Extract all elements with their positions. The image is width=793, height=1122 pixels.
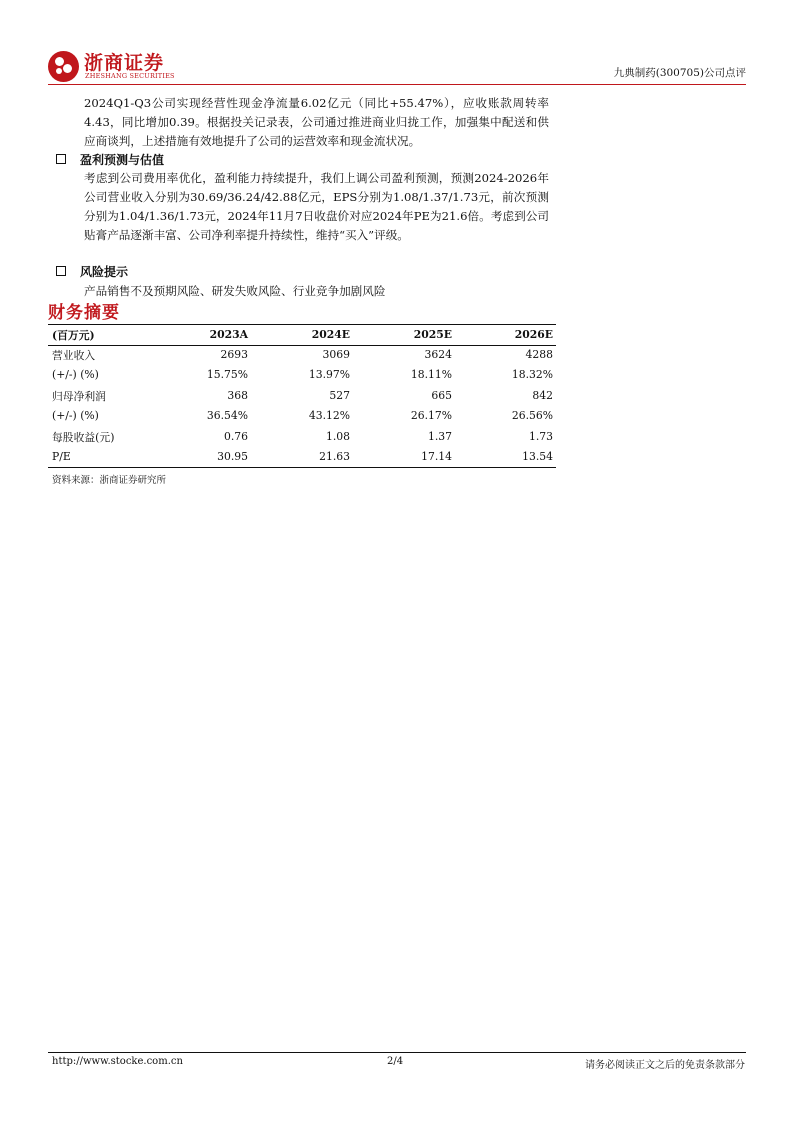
page-number: 2/4 — [387, 1056, 404, 1067]
table-row — [48, 406, 556, 426]
table-cell: 13.97% — [308, 368, 350, 382]
row-label: 营业收入 — [52, 349, 96, 362]
table-cell: 1.73 — [528, 429, 553, 443]
table-cell: 368 — [227, 388, 248, 402]
table-header-row — [48, 325, 556, 345]
section-heading-valuation — [56, 151, 164, 171]
table-bottom-rule — [48, 467, 556, 468]
table-cell: 0.76 — [223, 429, 248, 443]
website-link[interactable]: http://www.stocke.com.cn — [52, 1056, 183, 1067]
table-cell: 26.56% — [511, 409, 553, 423]
table-cell: 665 — [431, 388, 452, 402]
table-cell: 17.14 — [421, 449, 452, 463]
section-title-risk: 风险提示 — [80, 265, 129, 279]
table-cell: 1.08 — [325, 429, 350, 443]
table-cell: 3069 — [322, 348, 350, 361]
table-cell: 30.95 — [217, 449, 248, 463]
checkbox-bullet-icon — [56, 266, 66, 276]
row-label: P/E — [52, 449, 71, 463]
table-cell: 527 — [329, 388, 350, 402]
table-cell: 4288 — [525, 348, 553, 361]
table-cell: 1.37 — [427, 429, 452, 443]
logo-english-name: ZHESHANG SECURITIES — [85, 72, 175, 80]
valuation-paragraph: 考虑到公司费用率优化，盈利能力持续提升，我们上调公司盈利预测，预测2024-2026年公司营业收入分别为30.69/36.24/42.88亿元，EPS分别为1.08/1.37/1.73元，前次预测分别为1.04/1.36/1.73元，2024年11月7日收盘价对应2024年PE为21.6倍。考虑到公司贴膏产品逐渐丰富、公司净利率提升持续性，维持“买入”评级。 — [84, 171, 549, 242]
checkbox-bullet-icon — [56, 154, 66, 164]
logo-chinese-name: 浙商证券 — [84, 52, 165, 74]
table-cell: 18.32% — [511, 368, 553, 382]
logo-icon — [48, 51, 79, 82]
header-divider — [48, 84, 746, 85]
financial-summary-table — [48, 325, 556, 467]
row-label: (+/-) (%) — [52, 368, 99, 382]
section-title-valuation: 盈利预测与估值 — [80, 153, 165, 167]
column-header: 2024E — [311, 328, 350, 341]
table-cell: 13.54 — [522, 449, 553, 463]
column-header: 2025E — [413, 328, 452, 341]
table-row — [48, 386, 556, 406]
table-cell: 15.75% — [206, 368, 248, 382]
table-cell: 36.54% — [206, 409, 248, 423]
operations-paragraph: 2024Q1-Q3公司实现经营性现金净流量6.02亿元（同比+55.47%），应收账款周转率4.43，同比增加0.39。根据投关记录表，公司通过推进商业归拢工作，加强集中配送和供应商谈判，上述措施有效地提升了公司的运营效率和现金流状况。 — [84, 96, 549, 148]
table-row — [48, 447, 556, 467]
table-cell: 842 — [532, 388, 553, 402]
company-logo — [48, 48, 178, 84]
table-source-note: 资料来源：浙商证券研究所 — [52, 475, 167, 486]
report-tag: 九典制药(300705)公司点评 — [613, 67, 746, 79]
page-header — [48, 48, 746, 84]
table-row — [48, 427, 556, 447]
row-label: 归母净利润 — [52, 389, 106, 403]
row-label: 每股收益(元) — [52, 430, 115, 444]
risk-paragraph: 产品销售不及预期风险、研发失败风险、行业竞争加剧风险 — [84, 284, 386, 298]
disclaimer-note: 请务必阅读正文之后的免责条款部分 — [585, 1060, 745, 1071]
table-header-rule — [48, 345, 556, 346]
table-cell: 3624 — [424, 348, 452, 361]
section-heading-risk — [56, 263, 128, 283]
column-header: 2023A — [209, 328, 248, 341]
table-cell: 2693 — [220, 348, 248, 361]
table-row — [48, 365, 556, 385]
row-label: (+/-) (%) — [52, 409, 99, 423]
footer-divider — [48, 1052, 746, 1053]
table-cell: 26.17% — [410, 409, 452, 423]
column-header: 2026E — [514, 328, 553, 341]
table-cell: 18.11% — [410, 368, 452, 382]
table-cell: 43.12% — [308, 409, 350, 423]
table-cell: 21.63 — [319, 449, 350, 463]
financial-summary-title: 财务摘要 — [48, 303, 120, 323]
column-header: (百万元) — [52, 329, 95, 342]
table-row — [48, 345, 556, 365]
